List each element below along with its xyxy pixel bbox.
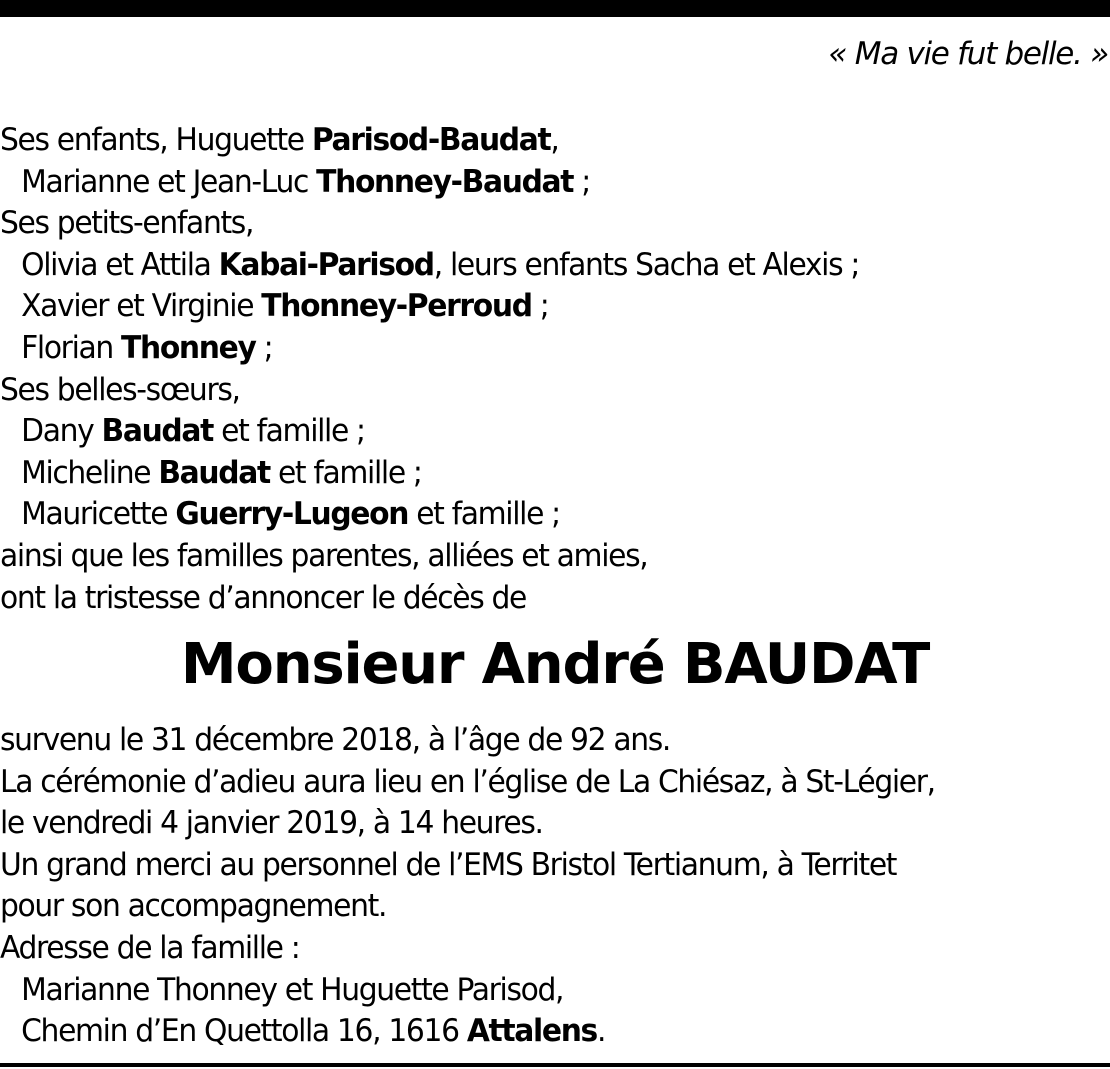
text-line — [0, 970, 935, 1012]
surname-text: Guerry-Lugeon — [175, 496, 409, 533]
text-line — [0, 720, 935, 762]
line-text: Xavier et Virginie — [21, 288, 262, 325]
surname-text: Thonney — [121, 329, 256, 366]
text-line — [0, 845, 935, 887]
line-text: Adresse de la famille : — [0, 929, 300, 966]
text-line — [0, 203, 859, 245]
line-text: Chemin d’En Quettolla 16, 1616 — [21, 1013, 467, 1050]
line-text: Florian — [21, 329, 122, 366]
text-line — [0, 453, 859, 495]
line-text: Ses enfants, Huguette — [0, 122, 312, 158]
surname-text: Thonney-Baudat — [316, 163, 574, 200]
line-text: et famille ; — [213, 413, 365, 450]
line-text: pour son accompagnement. — [0, 888, 387, 925]
line-text: Micheline — [21, 454, 159, 491]
motto-quote: « Ma vie fut belle. » — [828, 36, 1108, 72]
line-text: Dany — [21, 413, 102, 450]
text-line — [0, 536, 859, 578]
line-text: le vendredi 4 janvier 2019, à 14 heures. — [0, 805, 543, 842]
text-line — [0, 286, 859, 328]
line-text: ; — [573, 163, 590, 200]
deceased-name: Monsieur André BAUDAT — [180, 632, 930, 697]
text-line — [0, 928, 935, 970]
surname-text: Thonney-Perroud — [261, 288, 532, 325]
line-text: , — [550, 122, 559, 158]
bottom-rule — [0, 1063, 1110, 1067]
text-line — [0, 762, 935, 804]
text-line — [0, 411, 859, 453]
line-text: Olivia et Attila — [21, 246, 219, 283]
surname-text: Attalens — [466, 1013, 597, 1050]
surname-text: Baudat — [101, 413, 213, 450]
line-text: survenu le 31 décembre 2018, à l’âge de 92 ans. — [0, 722, 671, 758]
text-line — [0, 803, 935, 845]
text-line — [0, 120, 859, 162]
text-line — [0, 886, 935, 928]
surname-text: Baudat — [158, 454, 270, 491]
line-text: . — [596, 1013, 606, 1050]
surname-text: Parisod-Baudat — [311, 122, 551, 158]
ceremony-details — [0, 720, 935, 1053]
family-announcement — [0, 120, 859, 619]
line-text: ont la tristesse d’annoncer le décès de — [0, 579, 527, 616]
line-text: , leurs enfants Sacha et Alexis ; — [433, 246, 860, 283]
line-text: Ses petits-enfants, — [0, 205, 254, 242]
line-text: Mauricette — [21, 496, 176, 533]
line-text: ; — [531, 288, 549, 325]
line-text: Un grand merci au personnel de l’EMS Bristol Tertianum, à Territet — [0, 846, 897, 883]
line-text: ; — [255, 329, 273, 366]
text-line — [0, 578, 859, 620]
text-line — [0, 245, 859, 287]
text-line — [0, 494, 859, 536]
surname-text: Kabai-Parisod — [218, 246, 434, 283]
line-text: La cérémonie d’adieu aura lieu en l’église de La Chiésaz, à St-Légier, — [0, 763, 935, 800]
text-line — [0, 370, 859, 412]
line-text: et famille ; — [408, 496, 560, 533]
text-line — [0, 328, 859, 370]
text-line — [0, 162, 859, 204]
line-text: ainsi que les familles parentes, alliées et amies, — [0, 537, 648, 574]
line-text: Marianne et Jean-Luc — [21, 163, 317, 200]
text-line — [0, 1011, 935, 1053]
line-text: Marianne Thonney et Huguette Parisod, — [21, 971, 564, 1008]
line-text: et famille ; — [269, 454, 422, 491]
top-rule — [0, 0, 1110, 17]
line-text: Ses belles-sœurs, — [0, 371, 240, 408]
